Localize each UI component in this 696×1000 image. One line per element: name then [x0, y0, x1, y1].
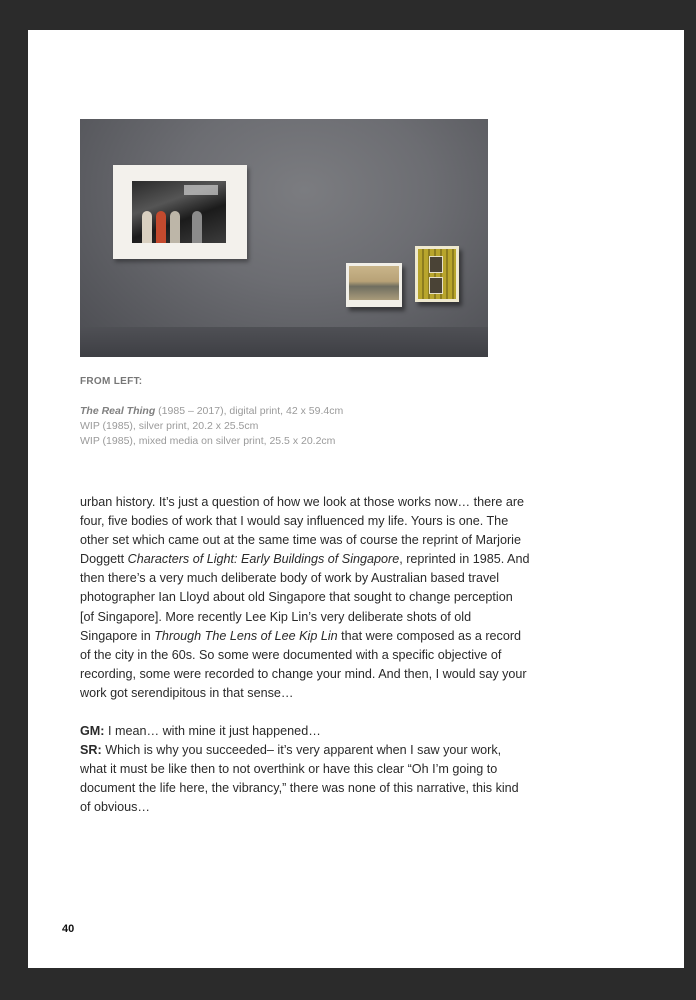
figure: [192, 211, 202, 243]
dialogue-line: GM: I mean… with mine it just happened…: [80, 724, 321, 739]
print-the-real-thing: [113, 165, 247, 259]
portrait-frame: [429, 256, 443, 273]
portrait-frame: [429, 277, 443, 294]
caption-heading: FROM LEFT:: [80, 376, 143, 387]
print-wip-silver: [346, 263, 402, 307]
exhibition-photo: [80, 119, 488, 357]
figure: [170, 211, 180, 243]
figure: [156, 211, 166, 243]
caption-line: WIP (1985), silver print, 20.2 x 25.5cm: [80, 420, 259, 432]
interview-text: [80, 493, 530, 818]
dialogue-line: SR: Which is why you succeeded– it’s very apparent when I saw your work, what it must be like then to not overthink or have this clear “Oh I’m going to document the life here, the vibrancy,” there was none of this narrative, this kind of obvious…: [80, 743, 519, 815]
street-scene-image: [132, 181, 226, 243]
light-strip: [184, 185, 218, 195]
landscape-image: [349, 266, 399, 300]
floor: [80, 327, 488, 357]
document-page: [28, 30, 684, 968]
figure: [142, 211, 152, 243]
paragraph: urban history. It’s just a question of how we look at those works now… there are four, five bodies of work that I would say influenced my life. Yours is one. The other set which came out at the same time was of course the reprint of Marjorie Doggett Characters of Light: Early Buildings of Singapore, reprinted in 1985. And then there’s a very much deliberate body of work by Australian based travel photographer Ian Lloyd about old Singapore that sought to change perception [of Singapore]. More recently Lee Kip Lin’s very deliberate shots of old Singapore in Through The Lens of Lee Kip Lin that were composed as a record of the city in the 60s. So some were documented with a specific objective of recording, some were recorded to change your mind. And then, I would say your work got serendipitous in that sense…: [80, 495, 530, 700]
caption-line: The Real Thing (1985 – 2017), digital print, 42 x 59.4cm: [80, 405, 344, 417]
print-wip-mixed-media: [415, 246, 459, 302]
page-number: 40: [62, 923, 75, 935]
caption-line: WIP (1985), mixed media on silver print, 25.5 x 20.2cm: [80, 435, 336, 447]
